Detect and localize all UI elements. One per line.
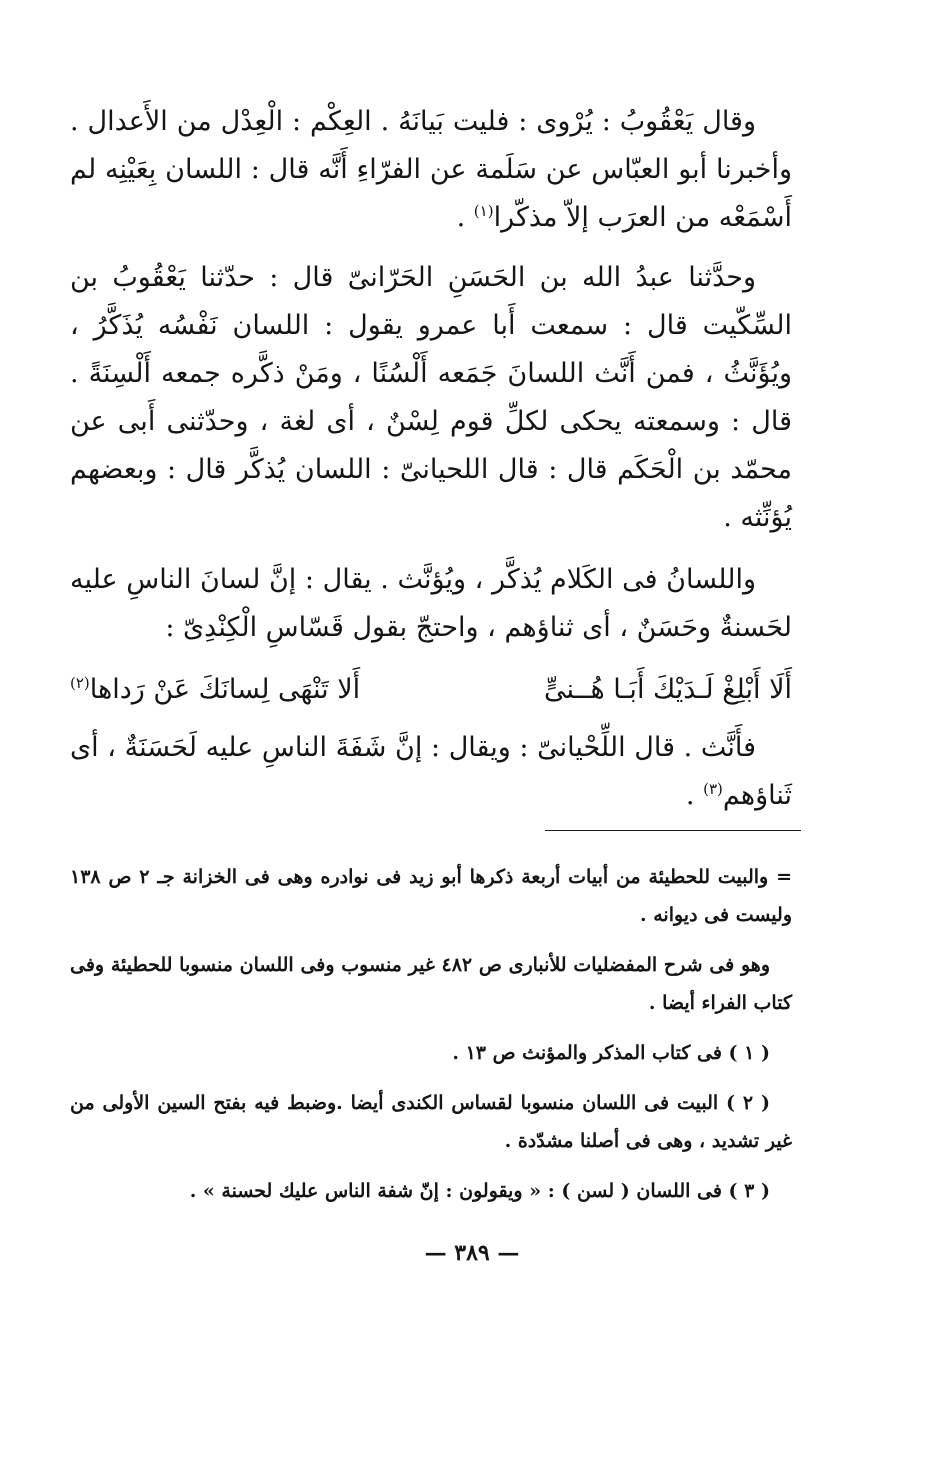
footnote-ref-3: (٣)	[703, 780, 723, 798]
footnote-anbari: وهو فى شرح المفضليات للأنبارى ص ٤٨٢ غير منسوب وفى اللسان منسوبا للحطيئة وفى كتاب الفراء أيضا .	[70, 954, 792, 1014]
page-number: — ٣٨٩ —	[424, 1240, 520, 1266]
footnote-3: ( ٣ ) فى اللسان ( لسن ) : « ويقولون : إنّ شفة الناس عليك لحسنة » .	[189, 1180, 770, 1202]
footnotes	[70, 858, 792, 1222]
paragraph-1-text: وقال يَعْقُوبُ : يُرْوى : فليت بَيانَهُ . العِكْم : الْعِدْل من الأَعدال . وأخبرنا أبو العبّاس عن سَلَمة عن الفرّاءِ أَنَّه قال : اللسان بِعَيْنِه لم أَسْمَعْه من العرَب إلاّ مذكّرا	[70, 106, 792, 233]
paragraph-4-text: فأَنَّث . قال اللِّحْيانىّ : ويقال : إنَّ شَفَةَ الناسِ عليه لَحَسَنَةٌ ، أى ثَناؤهم	[70, 732, 792, 811]
footnote-1: ( ١ ) فى كتاب المذكر والمؤنث ص ١٣ .	[452, 1042, 770, 1064]
main-text	[70, 98, 792, 834]
footnote-continuation: = والبيت للحطيئة من أبيات أربعة ذكرها أبو زيد فى نوادره وهى فى الخزانة جـ ٢ ص ١٣٨ وليست فى ديوانه .	[70, 866, 792, 926]
verse-second-hemistich: أَلا تَنْهَى لِسانَكَ عَنْ رَداها	[89, 674, 361, 705]
footnote-ref-1: (١)	[473, 202, 494, 220]
footnote-ref-2: (٢)	[70, 674, 90, 692]
paragraph-4-end: .	[685, 780, 704, 811]
footnote-2: ( ٢ ) البيت فى اللسان منسوبا لقساس الكندى أيضا .وضبط فيه بفتح السين الأولى من غير تشديد ، وهى فى أصلنا مشدّدة .	[70, 1092, 792, 1152]
paragraph-1-end: .	[456, 202, 474, 233]
poetry-verse	[70, 666, 792, 714]
paragraph-4	[70, 724, 792, 820]
footnote-separator	[545, 830, 801, 831]
verse-second-hemistich-wrap	[70, 666, 360, 714]
paragraph-3: واللسانُ فى الكَلام يُذكَّر ، ويُؤنَّث . يقال : إنَّ لسانَ الناسِ عليه لحَسنةٌ وحَسَنٌ ، أى ثناؤهم ، واحتجّ بقول قَسّاسِ الْكِنْدِىّ :	[70, 564, 792, 643]
verse-first-hemistich: أَلَا أَبْلِغْ لَـدَيْكَ أَبَـا هُــنىٍّ	[544, 674, 792, 705]
paragraph-2: وحدَّثنا عبدُ الله بن الحَسَنِ الحَرّانىّ قال : حدّثنا يَعْقُوبُ بن السِّكّيت قال : سمعت أَبا عمرو يقول : اللسان نَفْسُه يُذَكَّرُ ، ويُؤَنَّثُ ، فمن أَنَّث اللسانَ جَمَعه أَلْسُنًا ، ومَنْ ذكَّره جمعه أَلْسِنَةً . قال : وسمعته يحكى لكلِّ قوم لِسْنٌ ، أى لغة ، وحدّثنى أَبى عن محمّد بن الْحَكَم قال : قال اللحيانىّ : اللسان يُذكَّر قال : وبعضهم يُؤنِّثه .	[70, 262, 792, 533]
paragraph-1	[70, 98, 792, 242]
